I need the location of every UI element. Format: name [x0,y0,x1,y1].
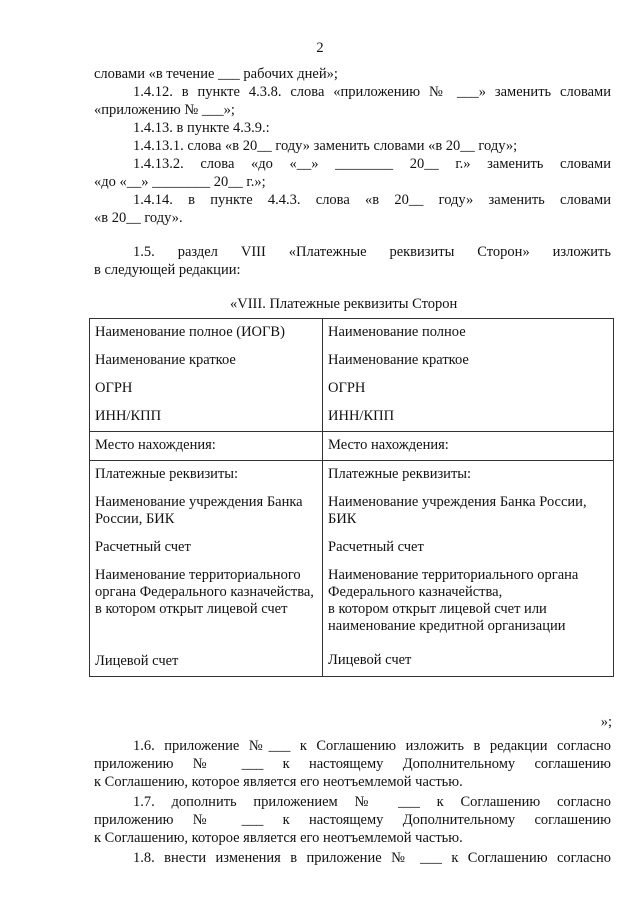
item-1-5-line2: в следующей редакции: [94,262,241,278]
right-bank-cell [323,461,614,677]
left-party-cell [90,319,323,432]
table-row [90,461,614,677]
field-label: Место нахождения: [328,437,449,453]
field-label: Наименование полное [328,324,466,340]
closing-quote: »; [600,714,612,730]
item-1-7-line1: 1.7. дополнить приложением № ___ к Соглашению согласно [133,794,611,810]
right-party-cell [323,319,614,432]
field-label: Расчетный счет [328,539,424,555]
left-location-cell [90,432,323,461]
text-line: 1.4.13.2. слова «до «__» ________ 20__ г.» заменить словами [133,156,611,172]
field-label: Наименование территориального органа Федерального казначейства, в котором открыт лицевой счет [95,567,314,617]
left-bank-cell [90,461,323,677]
field-label: Наименование учреждения Банка России, БИК [328,494,587,527]
field-label: Лицевой счет [95,653,179,669]
field-label: ИНН/КПП [95,408,162,424]
table-row [90,432,614,461]
text-line: «в 20__ году». [94,210,183,226]
item-1-6-line1: 1.6. приложение №___ к Соглашению изложить в редакции согласно [133,738,611,754]
text-line: словами «в течение ___ рабочих дней»; [94,66,338,82]
text-line: «до «__» ________ 20__ г.»; [94,174,266,190]
item-1-5-line1: 1.5. раздел VIII «Платежные реквизиты Сторон» изложить [133,244,611,260]
text-line: 1.4.13. в пункте 4.3.9.: [133,120,270,136]
text-line: 1.4.12. в пункте 4.3.8. слова «приложению № ___» заменить словами [133,84,611,100]
field-label: Лицевой счет [328,652,412,668]
item-1-6-line2: приложению № ___ к настоящему Дополнительному соглашению [94,756,611,772]
item-1-7-line2: приложению № ___ к настоящему Дополнительному соглашению [94,812,611,828]
field-label: ОГРН [95,380,133,396]
field-label: Платежные реквизиты: [95,466,239,482]
right-location-cell [323,432,614,461]
table-row [90,319,614,432]
section-title: «VIII. Платежные реквизиты Сторон [230,296,458,312]
field-label: Наименование краткое [95,352,236,368]
field-label: Место нахождения: [95,437,216,453]
item-1-8-line1: 1.8. внести изменения в приложение № ___ к Соглашению согласно [133,850,611,866]
item-1-6-line3: к Соглашению, которое является его неотъемлемой частью. [94,774,463,790]
field-label: Наименование краткое [328,352,469,368]
payment-details-table [89,318,614,677]
text-line: «приложению № ___»; [94,102,235,118]
field-label: в котором открыт лицевой счет или наименование кредитной организации [328,601,566,634]
field-label: Платежные реквизиты: [328,466,472,482]
field-label: Наименование территориального органа Федерального казначейства, [328,567,579,600]
field-label: ИНН/КПП [328,408,395,424]
item-1-7-line3: к Соглашению, которое является его неотъемлемой частью. [94,830,463,846]
page-number: 2 [316,40,324,56]
field-label: Наименование учреждения Банка России, БИК [95,494,303,527]
field-label: Наименование полное (ИОГВ) [95,324,285,340]
text-line: 1.4.13.1. слова «в 20__ году» заменить словами «в 20__ году»; [133,138,518,154]
field-label: ОГРН [328,380,366,396]
text-line: 1.4.14. в пункте 4.4.3. слова «в 20__ году» заменить словами [133,192,611,208]
field-label: Расчетный счет [95,539,191,555]
